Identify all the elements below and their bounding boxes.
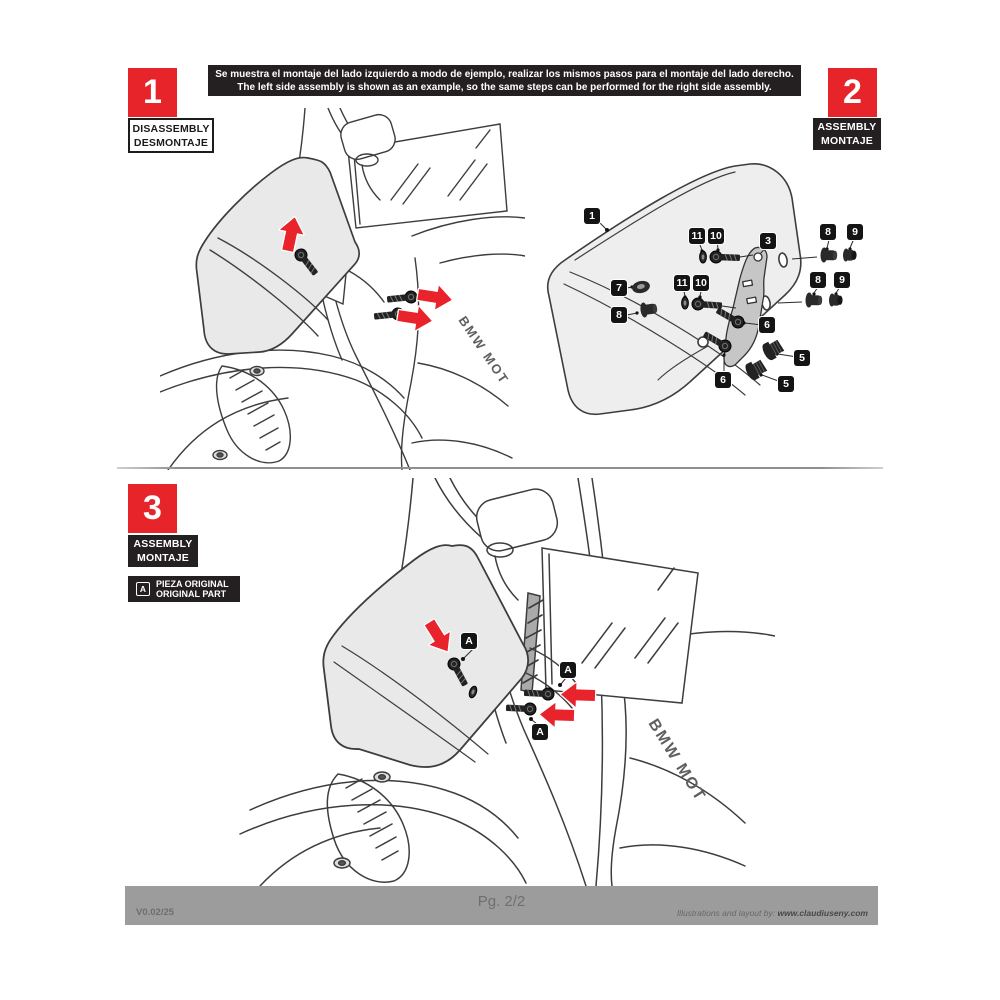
screw-icon	[387, 290, 418, 305]
step2-label	[813, 118, 881, 150]
instruction-banner	[208, 65, 801, 96]
step2-label-es: MONTAJE	[821, 135, 873, 147]
removal-arrow-right-icon	[396, 304, 433, 333]
parts-drawing	[540, 160, 885, 445]
disassembly-drawing	[160, 108, 525, 470]
original-part-line1: PIEZA ORIGINAL	[156, 578, 229, 589]
step1-number-text: 1	[143, 73, 162, 111]
page-number: Pg. 2/2	[477, 893, 526, 910]
banner-text-spanish: Se muestra el montaje del lado izquierdo a modo de ejemplo, realizar los mismos pasos para el montaje del lado derecho.	[215, 68, 794, 80]
part-callout-9: 9	[834, 272, 850, 288]
step3-label-en: ASSEMBLY	[133, 538, 193, 550]
rubber-grommet-icon	[760, 337, 785, 362]
part-callout-8: 8	[611, 307, 627, 323]
version-text: V0.02/25	[136, 907, 175, 918]
step3-label	[128, 535, 198, 567]
step1-label-en: DISASSEMBLY	[132, 122, 210, 135]
parts-diagram	[540, 160, 885, 445]
part-callout-7: 7	[611, 280, 627, 296]
credits-text	[677, 908, 868, 918]
capnut-icon	[843, 248, 857, 261]
original-part-line2: ORIGINAL PART	[156, 589, 227, 599]
part-callout-10: 10	[708, 228, 724, 244]
part-callout-A: A	[461, 633, 477, 649]
banner-text-english: The left side assembly is shown as an example, so the same steps can be performed for the right side assembly.	[237, 81, 772, 93]
part-callout-A: A	[532, 724, 548, 740]
step2-number	[828, 68, 877, 117]
step1-label-es: DESMONTAJE	[133, 136, 209, 149]
part-callout-1: 1	[584, 208, 600, 224]
part-callout-6: 6	[759, 317, 775, 333]
rubber-grommet-icon	[743, 357, 768, 382]
part-callout-6: 6	[715, 372, 731, 388]
washer-icon	[700, 251, 707, 263]
credits-url: www.claudiuseny.com	[777, 908, 868, 918]
step3-number-text: 3	[143, 489, 162, 527]
step3-number	[128, 484, 177, 533]
part-callout-11: 11	[689, 228, 705, 244]
part-callout-9: 9	[847, 224, 863, 240]
part-callout-8: 8	[820, 224, 836, 240]
screw-icon	[506, 702, 537, 716]
disassembly-diagram	[160, 108, 525, 470]
part-callout-A: A	[560, 662, 576, 678]
part-callout-10: 10	[693, 275, 709, 291]
part-callout-8: 8	[810, 272, 826, 288]
capnut-icon	[829, 293, 843, 306]
part-callout-11: 11	[674, 275, 690, 291]
section-divider	[117, 467, 883, 469]
step2-label-en: ASSEMBLY	[817, 121, 877, 133]
part-callout-3: 3	[760, 233, 776, 249]
wellnut-icon	[820, 247, 837, 263]
assembly-diagram	[230, 478, 775, 886]
part-callout-5: 5	[794, 350, 810, 366]
original-part-icon: A	[136, 582, 150, 596]
part-callout-5: 5	[778, 376, 794, 392]
assembly-drawing	[230, 478, 775, 886]
original-part-text	[156, 579, 229, 600]
footer-bar	[125, 886, 878, 925]
removal-arrow-right-icon	[416, 283, 453, 312]
brand-lettering: BMW MOT	[644, 716, 709, 805]
step3-label-es: MONTAJE	[137, 552, 189, 564]
brand-lettering: BMW MOT	[455, 313, 513, 388]
original-part-note	[128, 576, 240, 602]
washer-icon	[682, 297, 689, 309]
step2-number-text: 2	[843, 73, 862, 111]
credits-prefix: Illustrations and layout by:	[676, 908, 778, 918]
